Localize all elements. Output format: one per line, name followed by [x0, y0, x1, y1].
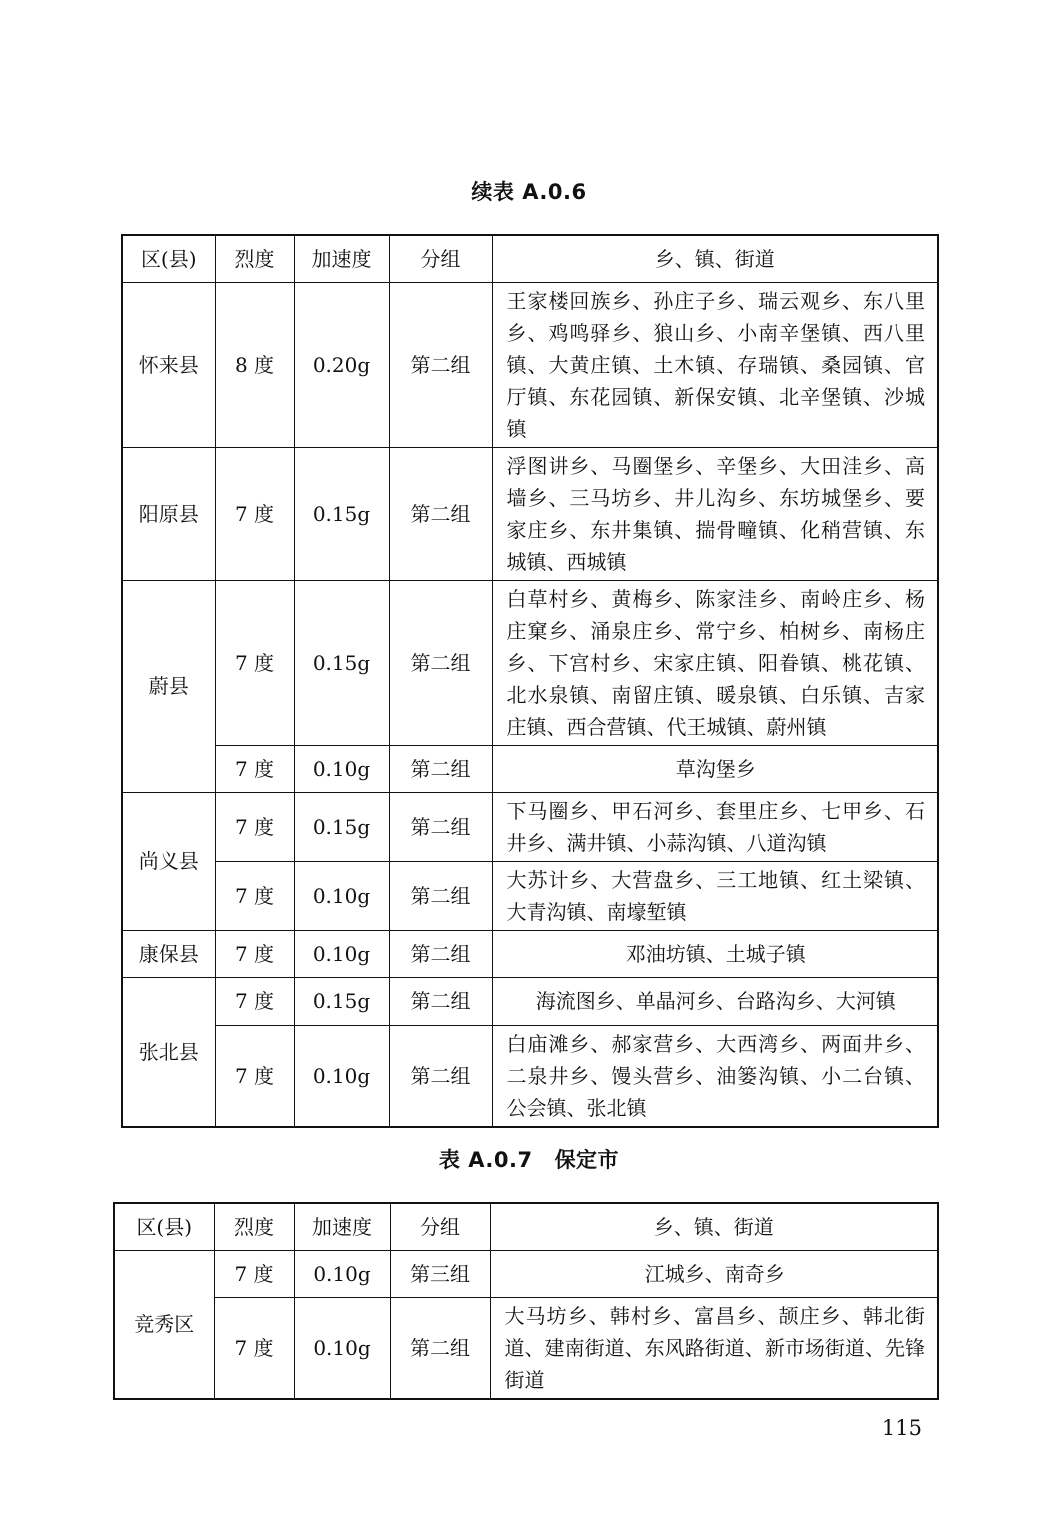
table-row: [122, 1025, 938, 1127]
acceleration-cell: 0.10g: [294, 930, 389, 977]
towns-cell: 海流图乡、单晶河乡、台路沟乡、大河镇: [492, 977, 938, 1025]
table-caption: [0, 1144, 1058, 1174]
towns-cell: 大苏计乡、大营盘乡、三工地镇、红土梁镇、大青沟镇、南壕堑镇: [492, 861, 938, 930]
seismic-table-baoding: [113, 1202, 939, 1400]
table-caption: 续表 A.0.6: [471, 180, 587, 204]
group-cell: 第二组: [390, 1297, 490, 1399]
county-cell: 张北县: [122, 977, 215, 1127]
table-row: [122, 745, 938, 792]
group-cell: 第二组: [389, 930, 492, 977]
header-towns: 乡、镇、街道: [492, 235, 938, 282]
group-cell: 第三组: [390, 1250, 490, 1297]
acceleration-cell: 0.20g: [294, 282, 389, 447]
header-intensity: 烈度: [215, 235, 294, 282]
county-cell: 怀来县: [122, 282, 215, 447]
group-cell: 第二组: [389, 580, 492, 745]
table-header-row: [122, 235, 938, 282]
acceleration-cell: 0.15g: [294, 792, 389, 861]
county-cell: 尚义县: [122, 792, 215, 930]
towns-cell: 王家楼回族乡、孙庄子乡、瑞云观乡、东八里乡、鸡鸣驿乡、狼山乡、小南辛堡镇、西八里镇、大黄庄镇、土木镇、存瑞镇、桑园镇、官厅镇、东花园镇、新保安镇、北辛堡镇、沙城镇: [492, 282, 938, 447]
towns-cell: 江城乡、南奇乡: [490, 1250, 938, 1297]
header-county: 区(县): [122, 235, 215, 282]
intensity-cell: 8 度: [215, 282, 294, 447]
header-group: 分组: [390, 1203, 490, 1250]
county-cell: 竞秀区: [114, 1250, 214, 1399]
table-row: [122, 792, 938, 861]
intensity-cell: 7 度: [214, 1250, 294, 1297]
towns-cell: 白草村乡、黄梅乡、陈家洼乡、南岭庄乡、杨庄窠乡、涌泉庄乡、常宁乡、柏树乡、南杨庄乡、下宫村乡、宋家庄镇、阳眷镇、桃花镇、北水泉镇、南留庄镇、暖泉镇、白乐镇、吉家庄镇、西合营镇、代王城镇、蔚州镇: [492, 580, 938, 745]
towns-cell: 白庙滩乡、郝家营乡、大西湾乡、两面井乡、二泉井乡、馒头营乡、油篓沟镇、小二台镇、公会镇、张北镇: [492, 1025, 938, 1127]
acceleration-cell: 0.10g: [294, 1025, 389, 1127]
intensity-cell: 7 度: [215, 1025, 294, 1127]
page-number: 115: [881, 1416, 922, 1440]
intensity-cell: 7 度: [214, 1297, 294, 1399]
towns-cell: 浮图讲乡、马圈堡乡、辛堡乡、大田洼乡、高墙乡、三马坊乡、井儿沟乡、东坊城堡乡、要家庄乡、东井集镇、揣骨疃镇、化稍营镇、东城镇、西城镇: [492, 447, 938, 580]
acceleration-cell: 0.10g: [294, 861, 389, 930]
group-cell: 第二组: [389, 745, 492, 792]
group-cell: 第二组: [389, 282, 492, 447]
table-row: [122, 861, 938, 930]
header-towns: 乡、镇、街道: [490, 1203, 938, 1250]
table-row: [122, 930, 938, 977]
header-acceleration: 加速度: [294, 235, 389, 282]
county-cell: 阳原县: [122, 447, 215, 580]
group-cell: 第二组: [389, 977, 492, 1025]
intensity-cell: 7 度: [215, 977, 294, 1025]
group-cell: 第二组: [389, 447, 492, 580]
group-cell: 第二组: [389, 1025, 492, 1127]
table-row: [122, 447, 938, 580]
header-county: 区(县): [114, 1203, 214, 1250]
acceleration-cell: 0.15g: [294, 977, 389, 1025]
county-cell: 康保县: [122, 930, 215, 977]
table-caption-city: 保定市: [554, 1148, 620, 1172]
acceleration-cell: 0.15g: [294, 580, 389, 745]
group-cell: 第二组: [389, 792, 492, 861]
intensity-cell: 7 度: [215, 580, 294, 745]
acceleration-cell: 0.10g: [294, 745, 389, 792]
towns-cell: 大马坊乡、韩村乡、富昌乡、颉庄乡、韩北街道、建南街道、东风路街道、新市场街道、先锋街道: [490, 1297, 938, 1399]
county-cell: 蔚县: [122, 580, 215, 792]
seismic-table-zhangjiakou: [121, 234, 939, 1128]
towns-cell: 邓油坊镇、土城子镇: [492, 930, 938, 977]
acceleration-cell: 0.15g: [294, 447, 389, 580]
towns-cell: 草沟堡乡: [492, 745, 938, 792]
header-acceleration: 加速度: [294, 1203, 390, 1250]
acceleration-cell: 0.10g: [294, 1250, 390, 1297]
table-row: [114, 1250, 938, 1297]
acceleration-cell: 0.10g: [294, 1297, 390, 1399]
header-intensity: 烈度: [214, 1203, 294, 1250]
towns-cell: 下马圈乡、甲石河乡、套里庄乡、七甲乡、石井乡、满井镇、小蒜沟镇、八道沟镇: [492, 792, 938, 861]
table-caption-number: 表 A.0.7: [438, 1148, 533, 1172]
intensity-cell: 7 度: [215, 861, 294, 930]
group-cell: 第二组: [389, 861, 492, 930]
table-header-row: [114, 1203, 938, 1250]
header-group: 分组: [389, 235, 492, 282]
table-row: [114, 1297, 938, 1399]
intensity-cell: 7 度: [215, 792, 294, 861]
table-row: [122, 282, 938, 447]
table-row: [122, 580, 938, 745]
intensity-cell: 7 度: [215, 930, 294, 977]
intensity-cell: 7 度: [215, 447, 294, 580]
intensity-cell: 7 度: [215, 745, 294, 792]
table-row: [122, 977, 938, 1025]
